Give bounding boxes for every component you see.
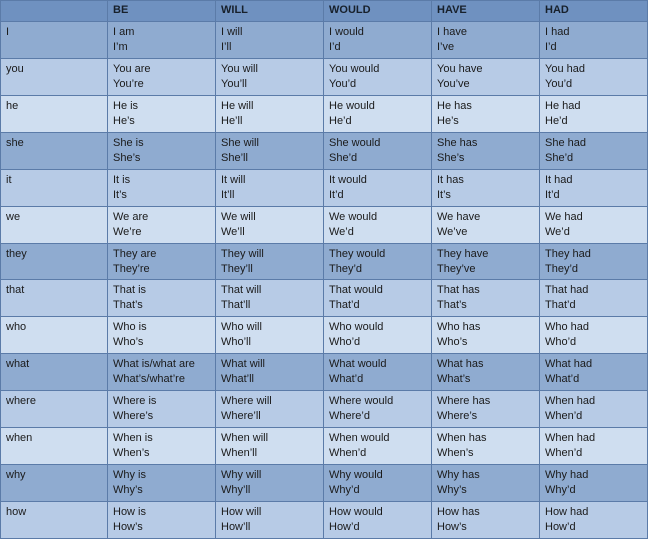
contracted-form: You’d	[545, 77, 573, 90]
contracted-form: He’s	[113, 114, 135, 127]
contracted-form: We’d	[545, 225, 570, 238]
contracted-form: I’d	[329, 41, 341, 53]
contracted-form: Who’d	[545, 336, 577, 349]
table-cell	[432, 501, 540, 538]
full-form: When would	[329, 432, 390, 445]
full-form: How has	[437, 505, 480, 518]
full-form: He has	[437, 99, 472, 112]
table-row	[1, 354, 648, 391]
contracted-form: They’d	[329, 262, 363, 275]
full-form: I am	[113, 26, 135, 38]
row-label-pronoun: what	[1, 354, 108, 391]
table-row	[1, 132, 648, 169]
contracted-form: Why’s	[113, 484, 143, 497]
row-label-pronoun: why	[1, 465, 108, 502]
row-label-pronoun: that	[1, 280, 108, 317]
contracted-form: You’re	[113, 77, 144, 90]
table-cell	[216, 391, 324, 428]
contracted-form: You’d	[329, 77, 357, 90]
full-form: What has	[437, 358, 484, 371]
full-form: He had	[545, 99, 581, 112]
contracted-form: How’s	[113, 520, 143, 533]
full-form: When has	[437, 432, 487, 445]
table-cell	[108, 58, 216, 95]
contracted-form: How’d	[329, 520, 360, 533]
full-form: I will	[221, 26, 243, 38]
table-cell	[216, 243, 324, 280]
table-cell	[216, 428, 324, 465]
contracted-form: You’ve	[437, 77, 470, 90]
row-label-pronoun: where	[1, 391, 108, 428]
full-form: It would	[329, 173, 367, 186]
full-form: What is/what are	[113, 358, 195, 371]
full-form: Where is	[113, 395, 157, 408]
row-label-pronoun: he	[1, 95, 108, 132]
contracted-form: It’ll	[221, 188, 235, 201]
table-cell	[108, 428, 216, 465]
full-form: Why would	[329, 469, 383, 482]
contracted-form: I’ll	[221, 41, 232, 53]
full-form: That will	[221, 284, 262, 297]
contracted-form: That’ll	[221, 299, 251, 312]
full-form: You had	[545, 62, 585, 75]
contracted-form: Who’d	[329, 336, 361, 349]
full-form: That has	[437, 284, 480, 297]
contracted-form: Where’ll	[221, 410, 261, 423]
table-cell	[108, 95, 216, 132]
contracted-form: She’ll	[221, 151, 248, 164]
contracted-form: What’ll	[221, 373, 255, 386]
full-form: Who is	[113, 321, 147, 334]
table-cell	[324, 317, 432, 354]
table-cell	[432, 317, 540, 354]
contracted-form: It’d	[545, 188, 560, 201]
full-form: They had	[545, 247, 591, 260]
table-cell	[216, 317, 324, 354]
contracted-form: What’s/what’re	[113, 373, 185, 386]
contracted-form: It’d	[329, 188, 344, 201]
table-cell	[540, 391, 648, 428]
full-form: She had	[545, 136, 586, 149]
contracted-form: He’s	[437, 114, 459, 127]
table-cell	[324, 169, 432, 206]
full-form: It will	[221, 173, 246, 186]
full-form: That is	[113, 284, 147, 297]
table-cell	[216, 95, 324, 132]
contracted-form: How’d	[545, 520, 576, 533]
full-form: When had	[545, 395, 596, 408]
full-form: Why has	[437, 469, 480, 482]
full-form: We would	[329, 210, 378, 223]
table-cell	[432, 169, 540, 206]
contracted-form: How’s	[437, 520, 467, 533]
row-label-pronoun: who	[1, 317, 108, 354]
full-form: They have	[437, 247, 489, 260]
contracted-form: When’d	[545, 410, 583, 423]
full-form: She has	[437, 136, 478, 149]
table-cell	[540, 317, 648, 354]
table-cell	[540, 501, 648, 538]
full-form: What will	[221, 358, 266, 371]
table-row	[1, 243, 648, 280]
column-header-have: HAVE	[432, 1, 540, 22]
table-row	[1, 169, 648, 206]
contracted-form: Why’s	[437, 484, 467, 497]
full-form: You would	[329, 62, 380, 75]
contracted-form: Who’ll	[221, 336, 251, 349]
table-cell	[108, 501, 216, 538]
contracted-form: He’d	[545, 114, 568, 127]
full-form: How is	[113, 505, 147, 518]
contracted-form: I’ve	[437, 41, 455, 53]
full-form: They are	[113, 247, 157, 260]
table-cell	[324, 243, 432, 280]
contracted-form: When’s	[113, 447, 150, 460]
table-cell	[540, 132, 648, 169]
table-cell	[216, 501, 324, 538]
row-label-pronoun: it	[1, 169, 108, 206]
contracted-form: We’ve	[437, 225, 468, 238]
table-cell	[108, 317, 216, 354]
table-cell	[540, 354, 648, 391]
table-cell	[108, 22, 216, 59]
table-cell	[324, 22, 432, 59]
contracted-form: They’ll	[221, 262, 253, 275]
table-cell	[216, 22, 324, 59]
full-form: He would	[329, 99, 375, 112]
contracted-form: We’re	[113, 225, 142, 238]
column-header-be: BE	[108, 1, 216, 22]
full-form: You will	[221, 62, 258, 75]
table-row	[1, 391, 648, 428]
full-form: When is	[113, 432, 153, 445]
contracted-form: She’s	[437, 151, 465, 164]
table-cell	[432, 465, 540, 502]
table-cell	[324, 428, 432, 465]
contracted-form: It’s	[113, 188, 127, 201]
table-header	[1, 1, 648, 22]
full-form: They will	[221, 247, 264, 260]
contracted-form: They’re	[113, 262, 150, 275]
table-cell	[324, 465, 432, 502]
table-row	[1, 95, 648, 132]
table-cell	[540, 465, 648, 502]
contracted-form: She’s	[113, 151, 141, 164]
contracted-form: I’d	[545, 41, 557, 53]
full-form: I would	[329, 26, 364, 38]
full-form: Where will	[221, 395, 272, 408]
contracted-form: They’d	[545, 262, 579, 275]
full-form: How will	[221, 505, 262, 518]
row-label-pronoun: you	[1, 58, 108, 95]
full-form: Where would	[329, 395, 394, 408]
full-form: How had	[545, 505, 589, 518]
table-row	[1, 280, 648, 317]
full-form: What had	[545, 358, 593, 371]
contracted-form: That’s	[437, 299, 467, 312]
table-cell	[108, 391, 216, 428]
contracted-form: How’ll	[221, 520, 251, 533]
contracted-form: That’d	[545, 299, 576, 312]
table-row	[1, 428, 648, 465]
table-cell	[324, 354, 432, 391]
table-row	[1, 501, 648, 538]
contracted-form: She’d	[545, 151, 574, 164]
contracted-form: Where’d	[329, 410, 370, 423]
contracted-form: Where’s	[437, 410, 478, 423]
contracted-form: We’d	[329, 225, 354, 238]
table-cell	[324, 280, 432, 317]
table-cell	[216, 169, 324, 206]
contracted-form: That’d	[329, 299, 360, 312]
full-form: She will	[221, 136, 259, 149]
table-cell	[540, 206, 648, 243]
contracted-form: Why’d	[545, 484, 576, 497]
row-label-pronoun: they	[1, 243, 108, 280]
full-form: I had	[545, 26, 570, 38]
table-cell	[432, 354, 540, 391]
row-label-pronoun: I	[1, 22, 108, 59]
full-form: You are	[113, 62, 151, 75]
contracted-form: When’s	[437, 447, 474, 460]
full-form: When had	[545, 432, 596, 445]
table-body	[1, 22, 648, 539]
full-form: Who will	[221, 321, 262, 334]
full-form: He is	[113, 99, 139, 112]
contracted-form: He’d	[329, 114, 352, 127]
table-row	[1, 465, 648, 502]
column-header-had: HAD	[540, 1, 648, 22]
table-row	[1, 206, 648, 243]
contracted-form: He’ll	[221, 114, 243, 127]
full-form: We are	[113, 210, 149, 223]
table-cell	[540, 243, 648, 280]
table-cell	[540, 169, 648, 206]
table-cell	[432, 391, 540, 428]
contracted-form: Why’ll	[221, 484, 251, 497]
row-label-pronoun: when	[1, 428, 108, 465]
full-form: Who has	[437, 321, 481, 334]
header-row	[1, 1, 648, 22]
full-form: It has	[437, 173, 464, 186]
full-form: It is	[113, 173, 131, 186]
table-cell	[432, 95, 540, 132]
full-form: We have	[437, 210, 481, 223]
table-cell	[432, 243, 540, 280]
header-corner	[1, 1, 108, 22]
table-cell	[432, 280, 540, 317]
full-form: Why had	[545, 469, 589, 482]
contracted-form: When’ll	[221, 447, 258, 460]
full-form: Who had	[545, 321, 590, 334]
table-cell	[216, 132, 324, 169]
table-cell	[540, 58, 648, 95]
table-cell	[324, 206, 432, 243]
table-cell	[108, 243, 216, 280]
table-cell	[108, 354, 216, 391]
contracted-form: You’ll	[221, 77, 247, 90]
contracted-form: We’ll	[221, 225, 245, 238]
table-row	[1, 22, 648, 59]
full-form: Why is	[113, 469, 146, 482]
table-cell	[108, 206, 216, 243]
table-cell	[432, 22, 540, 59]
full-form: I have	[437, 26, 467, 38]
contracted-form: Who’s	[113, 336, 144, 349]
table-cell	[216, 280, 324, 317]
contracted-form: What’d	[329, 373, 364, 386]
full-form: Why will	[221, 469, 262, 482]
contracted-form: She’d	[329, 151, 358, 164]
table-cell	[108, 169, 216, 206]
table-cell	[432, 206, 540, 243]
full-form: She would	[329, 136, 381, 149]
full-form: When will	[221, 432, 269, 445]
table-cell	[432, 58, 540, 95]
table-cell	[216, 465, 324, 502]
table-cell	[540, 428, 648, 465]
table-cell	[540, 280, 648, 317]
column-header-would: WOULD	[324, 1, 432, 22]
contracted-form: What’d	[545, 373, 580, 386]
table-cell	[216, 58, 324, 95]
full-form: That had	[545, 284, 589, 297]
column-header-will: WILL	[216, 1, 324, 22]
table-cell	[108, 280, 216, 317]
full-form: She is	[113, 136, 144, 149]
table-cell	[216, 354, 324, 391]
table-cell	[540, 22, 648, 59]
table-cell	[324, 132, 432, 169]
full-form: Who would	[329, 321, 384, 334]
full-form: How would	[329, 505, 383, 518]
full-form: That would	[329, 284, 383, 297]
full-form: They would	[329, 247, 386, 260]
table-cell	[432, 428, 540, 465]
full-form: He will	[221, 99, 254, 112]
full-form: It had	[545, 173, 573, 186]
table-row	[1, 58, 648, 95]
contracted-form: When’d	[329, 447, 367, 460]
contracted-form: That’s	[113, 299, 143, 312]
table-cell	[432, 132, 540, 169]
contracted-form: When’d	[545, 447, 583, 460]
contracted-form: They’ve	[437, 262, 476, 275]
table-cell	[324, 501, 432, 538]
contracted-form: I’m	[113, 41, 128, 53]
table-row	[1, 317, 648, 354]
table-cell	[324, 391, 432, 428]
table-cell	[540, 95, 648, 132]
row-label-pronoun: she	[1, 132, 108, 169]
table-cell	[108, 132, 216, 169]
full-form: We had	[545, 210, 583, 223]
row-label-pronoun: how	[1, 501, 108, 538]
contracted-form: Who’s	[437, 336, 468, 349]
table-cell	[108, 465, 216, 502]
full-form: What would	[329, 358, 387, 371]
full-form: We will	[221, 210, 256, 223]
contracted-form: Where’s	[113, 410, 154, 423]
contracted-form: What’s	[437, 373, 471, 386]
full-form: You have	[437, 62, 483, 75]
table-cell	[324, 58, 432, 95]
full-form: Where has	[437, 395, 491, 408]
table-cell	[216, 206, 324, 243]
contracted-form: It’s	[437, 188, 451, 201]
table-cell	[324, 95, 432, 132]
contracted-form: Why’d	[329, 484, 360, 497]
row-label-pronoun: we	[1, 206, 108, 243]
